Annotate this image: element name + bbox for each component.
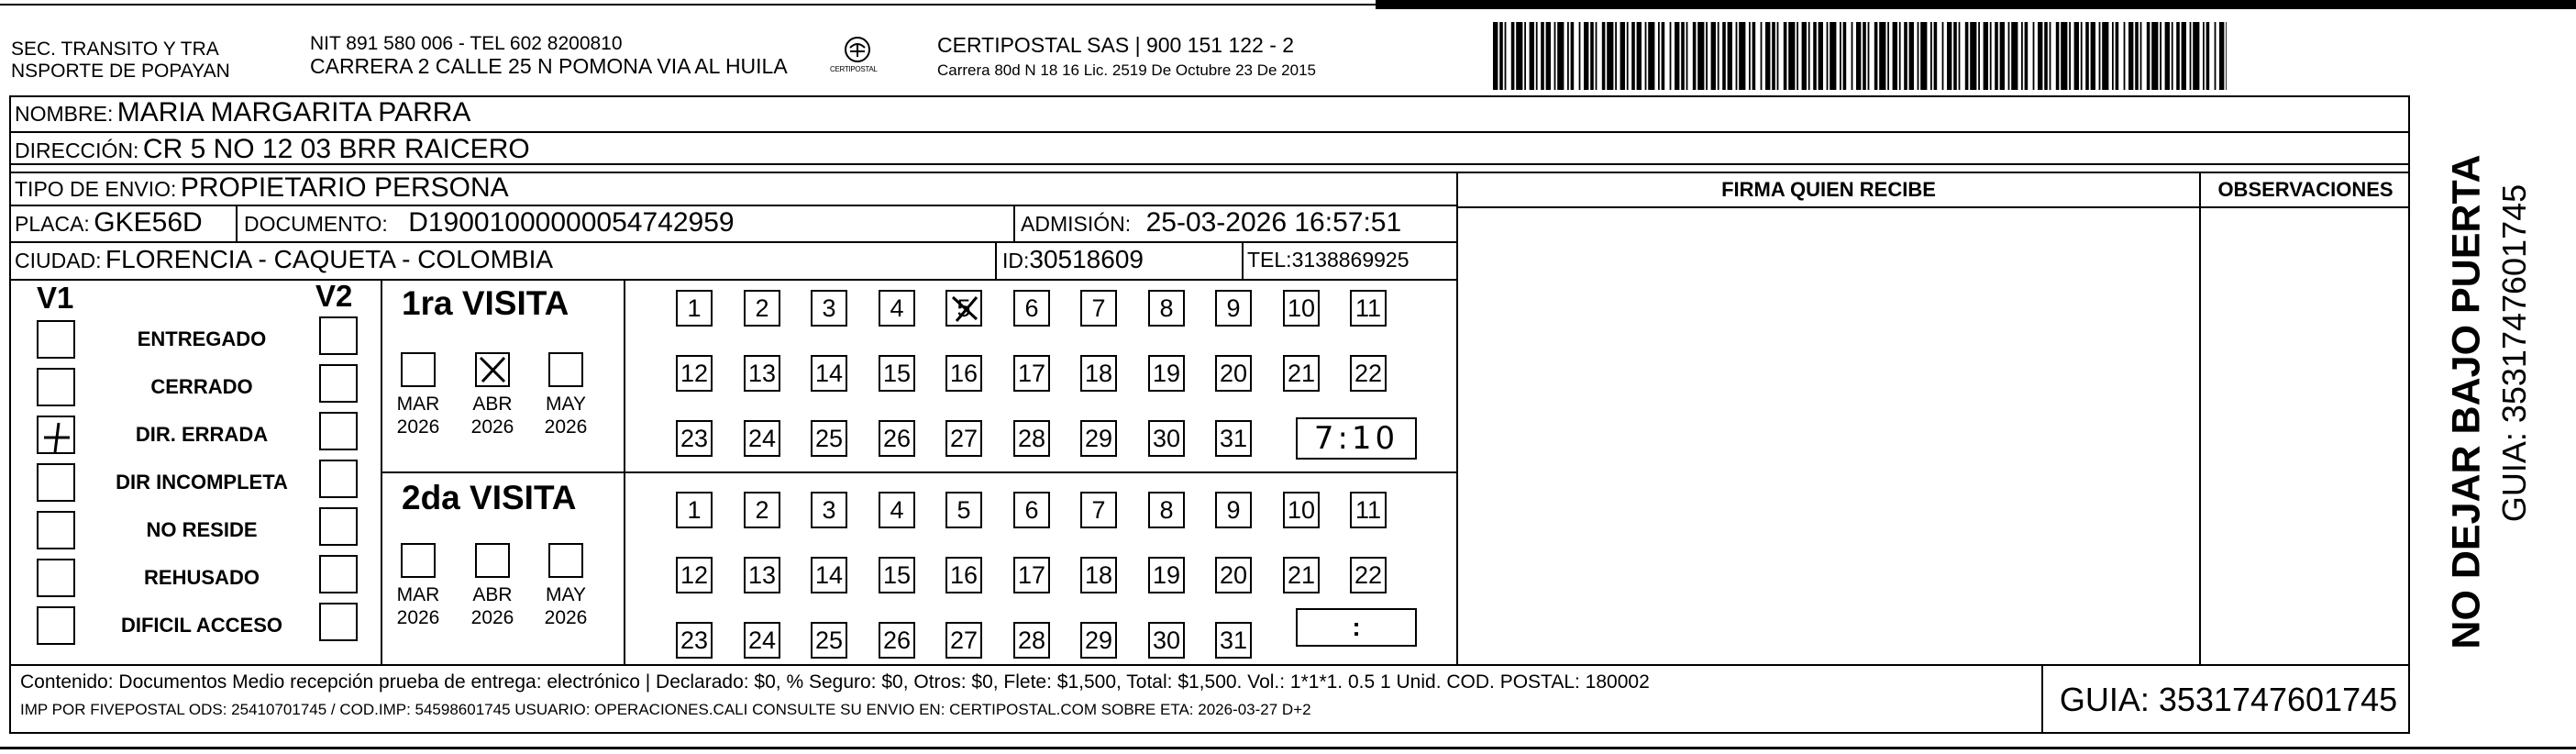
visit2-title: 2da VISITA xyxy=(402,479,577,516)
month-name: MAY xyxy=(546,584,586,605)
tel-row: TEL:3138869925 xyxy=(1247,248,1410,272)
placa-row: PLACA: GKE56D xyxy=(15,207,203,238)
col-line xyxy=(995,241,997,279)
day-number: 13 xyxy=(747,360,777,387)
day-number: 27 xyxy=(949,425,978,452)
day-number: 21 xyxy=(1287,360,1316,387)
day-mark xyxy=(947,292,980,334)
v1-checkbox[interactable] xyxy=(37,511,75,549)
month-year: 2026 xyxy=(544,416,588,438)
vertical-guia: GUIA: 3531747601745 xyxy=(2495,183,2533,523)
visit1-month-label xyxy=(460,393,525,438)
day-number: 24 xyxy=(747,425,777,452)
visit2-month-checkbox[interactable] xyxy=(548,543,583,578)
month-name: MAY xyxy=(546,394,586,415)
v2-checkbox[interactable] xyxy=(319,316,358,355)
status-label: DIR. ERRADA xyxy=(135,423,269,446)
visit2-day-box[interactable] xyxy=(744,492,780,528)
month-year: 2026 xyxy=(470,416,514,438)
day-number: 14 xyxy=(814,561,844,589)
tel-value: 3138869925 xyxy=(1291,248,1410,272)
visit1-day-box[interactable] xyxy=(676,290,713,327)
visit2-day-box[interactable] xyxy=(811,557,847,593)
visit1-day-box[interactable] xyxy=(811,420,847,457)
col-line xyxy=(2041,664,2043,734)
day-number: 20 xyxy=(1219,561,1248,589)
status-label: REHUSADO xyxy=(144,566,260,589)
org-name: SEC. TRANSITO Y TRA NSPORTE DE POPAYAN xyxy=(11,39,230,82)
visit2-day-box[interactable] xyxy=(744,622,780,659)
visit1-day-box[interactable] xyxy=(811,290,847,327)
day-number: 29 xyxy=(1084,626,1113,654)
day-number: 16 xyxy=(949,360,978,387)
visit2-day-box[interactable] xyxy=(1080,622,1117,659)
col-line xyxy=(1013,205,1015,241)
v1-checkbox[interactable] xyxy=(37,559,75,597)
tipo-envio-row: TIPO DE ENVIO: PROPIETARIO PERSONA xyxy=(15,172,509,203)
day-number: 2 xyxy=(755,496,769,524)
day-number: 23 xyxy=(680,626,709,654)
placa-value: GKE56D xyxy=(94,207,203,238)
tipo-envio-value: PROPIETARIO PERSONA xyxy=(180,172,509,203)
day-number: 22 xyxy=(1354,360,1383,387)
day-number: 5 xyxy=(956,294,971,322)
day-number: 26 xyxy=(882,425,912,452)
day-number: 11 xyxy=(1354,496,1382,524)
visit2-day-box[interactable] xyxy=(1013,492,1050,528)
org-contact: NIT 891 580 006 - TEL 602 8200810 CARRERA 2 CALLE 25 N POMONA VIA AL HUILA xyxy=(310,33,788,78)
visit2-day-box[interactable] xyxy=(1215,557,1252,593)
visit1-day-box[interactable] xyxy=(1350,355,1387,392)
visit2-day-box[interactable] xyxy=(676,557,713,593)
day-number: 19 xyxy=(1152,360,1181,387)
visit1-month-label xyxy=(386,393,450,438)
visit2-day-box[interactable] xyxy=(744,557,780,593)
day-number: 4 xyxy=(890,294,904,322)
month-year: 2026 xyxy=(396,607,440,628)
day-number: 7 xyxy=(1091,294,1106,322)
visit1-day-box[interactable] xyxy=(1215,290,1252,327)
visit2-day-box[interactable] xyxy=(1148,622,1185,659)
observaciones-area[interactable] xyxy=(2203,211,2408,662)
visit1-day-box[interactable] xyxy=(1080,420,1117,457)
day-number: 30 xyxy=(1152,626,1181,654)
no-dejar-bajo-puerta: NO DEJAR BAJO PUERTA xyxy=(2444,154,2489,649)
firma-header: FIRMA QUIEN RECIBE xyxy=(1721,178,1936,201)
day-number: 18 xyxy=(1084,360,1113,387)
footer-guia: GUIA: 3531747601745 xyxy=(2059,681,2398,718)
direccion-value: CR 5 NO 12 03 BRR RAICERO xyxy=(142,134,530,164)
day-number: 6 xyxy=(1024,294,1039,322)
documento-row: DOCUMENTO: D19001000000054742959 xyxy=(244,207,735,238)
day-number: 9 xyxy=(1226,294,1241,322)
status-label: DIR INCOMPLETA xyxy=(116,471,288,493)
top-edge-thin xyxy=(0,4,1376,6)
visit2-day-box[interactable] xyxy=(676,622,713,659)
top-edge xyxy=(1376,0,2576,9)
visit1-day-box[interactable] xyxy=(1013,420,1050,457)
day-number: 23 xyxy=(680,425,709,452)
visit2-month-label xyxy=(534,583,598,629)
day-number: 11 xyxy=(1354,294,1382,322)
visit1-month-checkbox[interactable] xyxy=(401,352,436,387)
day-number: 19 xyxy=(1152,561,1181,589)
v1-checkbox[interactable] xyxy=(37,368,75,406)
ciudad-row: CIUDAD: FLORENCIA - CAQUETA - COLOMBIA xyxy=(15,245,554,273)
visit2-day-box[interactable] xyxy=(1350,557,1387,593)
visit2-day-box[interactable] xyxy=(1148,492,1185,528)
day-number: 5 xyxy=(956,496,971,524)
visit1-day-box[interactable] xyxy=(1148,355,1185,392)
day-number: 2 xyxy=(755,294,769,322)
visit1-day-box[interactable] xyxy=(676,420,713,457)
month-name: ABR xyxy=(472,584,513,605)
day-number: 15 xyxy=(882,360,912,387)
day-number: 7 xyxy=(1091,496,1106,524)
col-line xyxy=(236,205,238,241)
certipostal-logo: CERTIPOSTAL xyxy=(830,35,889,81)
visit1-day-box[interactable] xyxy=(676,355,713,392)
col-line xyxy=(1456,172,1458,664)
day-number: 18 xyxy=(1084,561,1113,589)
day-number: 3 xyxy=(822,496,836,524)
courier-info: CERTIPOSTAL SAS | 900 151 122 - 2 Carrera 80d N 18 16 Lic. 2519 De Octubre 23 De 2015 xyxy=(937,33,1316,79)
id-value: 30518609 xyxy=(1029,245,1144,273)
day-number: 12 xyxy=(680,561,709,589)
v1-checkbox[interactable] xyxy=(37,416,75,454)
nombre-row: NOMBRE: MARIA MARGARITA PARRA xyxy=(15,97,471,128)
visit2-day-box[interactable] xyxy=(945,557,982,593)
day-number: 31 xyxy=(1219,425,1248,452)
direccion-row: DIRECCIÓN: CR 5 NO 12 03 BRR RAICERO xyxy=(15,134,530,164)
visit1-day-box[interactable] xyxy=(744,290,780,327)
day-number: 9 xyxy=(1226,496,1241,524)
admision-row: ADMISIÓN: 25-03-2026 16:57:51 xyxy=(1021,207,1402,238)
footer-impresion: IMP POR FIVEPOSTAL ODS: 25410701745 / COD.IMP: 54598601745 USUARIO: OPERACIONES.CALI CONSULTE SU ENVIO EN: CERTIPOSTAL.COM SOBRE ETA: 2026-03-27 D+2 xyxy=(20,701,1311,718)
day-number: 30 xyxy=(1152,425,1181,452)
visit1-day-box[interactable] xyxy=(744,420,780,457)
day-number: 28 xyxy=(1017,626,1046,654)
visit1-day-box[interactable] xyxy=(945,290,982,327)
visit2-month-label xyxy=(460,583,525,629)
day-number: 14 xyxy=(814,360,844,387)
visit1-time-box[interactable] xyxy=(1296,417,1417,460)
v1-checkbox[interactable] xyxy=(37,606,75,645)
row-line xyxy=(9,205,1456,206)
visit2-day-box[interactable] xyxy=(879,492,915,528)
visit2-month-checkbox[interactable] xyxy=(475,543,510,578)
row-line xyxy=(381,471,1456,473)
visit2-day-box[interactable] xyxy=(945,622,982,659)
day-number: 22 xyxy=(1354,561,1383,589)
visit1-day-box[interactable] xyxy=(1013,290,1050,327)
month-name: MAR xyxy=(396,394,440,415)
v1-label: V1 xyxy=(37,281,74,315)
day-number: 20 xyxy=(1219,360,1248,387)
visit1-day-box[interactable] xyxy=(879,355,915,392)
day-number: 13 xyxy=(747,561,777,589)
visit2-time: : xyxy=(1352,613,1361,641)
visit2-day-box[interactable] xyxy=(811,622,847,659)
visit1-day-box[interactable] xyxy=(1080,290,1117,327)
visit1-day-box[interactable] xyxy=(1013,355,1050,392)
visit2-day-box[interactable] xyxy=(1350,492,1387,528)
day-number: 8 xyxy=(1159,496,1174,524)
day-number: 10 xyxy=(1287,496,1316,524)
day-number: 10 xyxy=(1287,294,1316,322)
visit1-day-box[interactable] xyxy=(1148,420,1185,457)
visit2-day-box[interactable] xyxy=(1148,557,1185,593)
row-line xyxy=(9,131,2410,133)
visit2-day-box[interactable] xyxy=(811,492,847,528)
row-line xyxy=(1456,206,2410,208)
visit2-day-box[interactable] xyxy=(1013,557,1050,593)
visit2-time-box[interactable] xyxy=(1296,608,1417,647)
v2-checkbox[interactable] xyxy=(319,412,358,450)
status-label: CERRADO xyxy=(150,375,253,398)
day-number: 26 xyxy=(882,626,912,654)
day-number: 28 xyxy=(1017,425,1046,452)
v2-checkbox[interactable] xyxy=(319,507,358,546)
day-number: 3 xyxy=(822,294,836,322)
visit2-day-box[interactable] xyxy=(1215,622,1252,659)
documento-value: D19001000000054742959 xyxy=(408,207,735,238)
nombre-value: MARIA MARGARITA PARRA xyxy=(116,97,471,128)
visit1-day-box[interactable] xyxy=(811,355,847,392)
visit2-day-box[interactable] xyxy=(1080,557,1117,593)
visit1-day-box[interactable] xyxy=(1080,355,1117,392)
visit2-day-box[interactable] xyxy=(879,622,915,659)
day-number: 16 xyxy=(949,561,978,589)
row-line xyxy=(9,664,2410,666)
day-number: 1 xyxy=(687,496,702,524)
day-number: 31 xyxy=(1219,626,1248,654)
observaciones-header: OBSERVACIONES xyxy=(2217,178,2394,201)
visit1-day-box[interactable] xyxy=(945,355,982,392)
visit1-title: 1ra VISITA xyxy=(402,284,569,322)
status-label: DIFICIL ACCESO xyxy=(120,614,282,637)
id-row: ID:30518609 xyxy=(1002,245,1144,273)
visit1-day-box[interactable] xyxy=(744,355,780,392)
visit1-month-checkbox[interactable] xyxy=(548,352,583,387)
firma-area[interactable] xyxy=(1460,211,2197,662)
footer-contenido: Contenido: Documentos Medio recepción prueba de entrega: electrónico | Declarado: $0, % Seguro: $0, Otros: $0, Flete: $1,500, Total: $1,500. Vol.: 1*1*1. 0.5 1 Unid. COD. POSTAL: 180002 xyxy=(20,671,1650,693)
day-number: 25 xyxy=(814,626,844,654)
month-year: 2026 xyxy=(396,416,440,438)
v2-label: V2 xyxy=(315,279,353,313)
status-label: ENTREGADO xyxy=(137,327,267,350)
day-number: 17 xyxy=(1017,360,1046,387)
v1-checkbox[interactable] xyxy=(37,463,75,502)
month-name: MAR xyxy=(396,584,440,605)
visit1-day-box[interactable] xyxy=(1283,290,1320,327)
day-number: 29 xyxy=(1084,425,1113,452)
day-number: 4 xyxy=(890,496,904,524)
day-number: 12 xyxy=(680,360,709,387)
v2-checkbox[interactable] xyxy=(319,555,358,593)
visit1-day-box[interactable] xyxy=(945,420,982,457)
visit1-day-box[interactable] xyxy=(1215,355,1252,392)
visit2-day-box[interactable] xyxy=(1215,492,1252,528)
day-number: 27 xyxy=(949,626,978,654)
v2-checkbox[interactable] xyxy=(319,603,358,641)
col-line xyxy=(2199,172,2201,664)
day-number: 21 xyxy=(1287,561,1316,589)
v1-checkbox[interactable] xyxy=(37,320,75,359)
v2-checkbox[interactable] xyxy=(319,364,358,403)
visit2-day-box[interactable] xyxy=(676,492,713,528)
month-name: ABR xyxy=(472,394,513,415)
admision-value: 25-03-2026 16:57:51 xyxy=(1145,207,1402,238)
visit2-day-box[interactable] xyxy=(1283,492,1320,528)
visit1-day-box[interactable] xyxy=(879,420,915,457)
day-number: 15 xyxy=(882,561,912,589)
day-number: 17 xyxy=(1017,561,1046,589)
visit2-day-box[interactable] xyxy=(945,492,982,528)
ciudad-value: FLORENCIA - CAQUETA - COLOMBIA xyxy=(105,245,554,273)
visit1-day-box[interactable] xyxy=(879,290,915,327)
day-number: 25 xyxy=(814,425,844,452)
visit2-day-box[interactable] xyxy=(1080,492,1117,528)
visit2-day-box[interactable] xyxy=(879,557,915,593)
row-line xyxy=(9,241,1456,243)
day-number: 1 xyxy=(687,294,702,322)
visit1-day-box[interactable] xyxy=(1350,290,1387,327)
visit1-month-checkbox[interactable] xyxy=(475,352,510,387)
barcode xyxy=(1493,22,2227,90)
visit2-day-box[interactable] xyxy=(1283,557,1320,593)
day-number: 8 xyxy=(1159,294,1174,322)
row-line xyxy=(9,279,1456,281)
month-year: 2026 xyxy=(544,607,588,628)
visit2-day-box[interactable] xyxy=(1013,622,1050,659)
status-label: NO RESIDE xyxy=(146,518,258,541)
visit1-day-box[interactable] xyxy=(1283,355,1320,392)
bottom-edge xyxy=(0,747,2576,749)
day-number: 6 xyxy=(1024,496,1039,524)
visit1-day-box[interactable] xyxy=(1148,290,1185,327)
visit2-month-checkbox[interactable] xyxy=(401,543,436,578)
visit1-day-box[interactable] xyxy=(1215,420,1252,457)
visit2-month-label xyxy=(386,583,450,629)
col-line xyxy=(1242,241,1244,279)
visit1-time: 7:10 xyxy=(1313,420,1399,457)
day-number: 24 xyxy=(747,626,777,654)
v2-checkbox[interactable] xyxy=(319,460,358,498)
visit1-month-label xyxy=(534,393,598,438)
month-year: 2026 xyxy=(470,607,514,628)
